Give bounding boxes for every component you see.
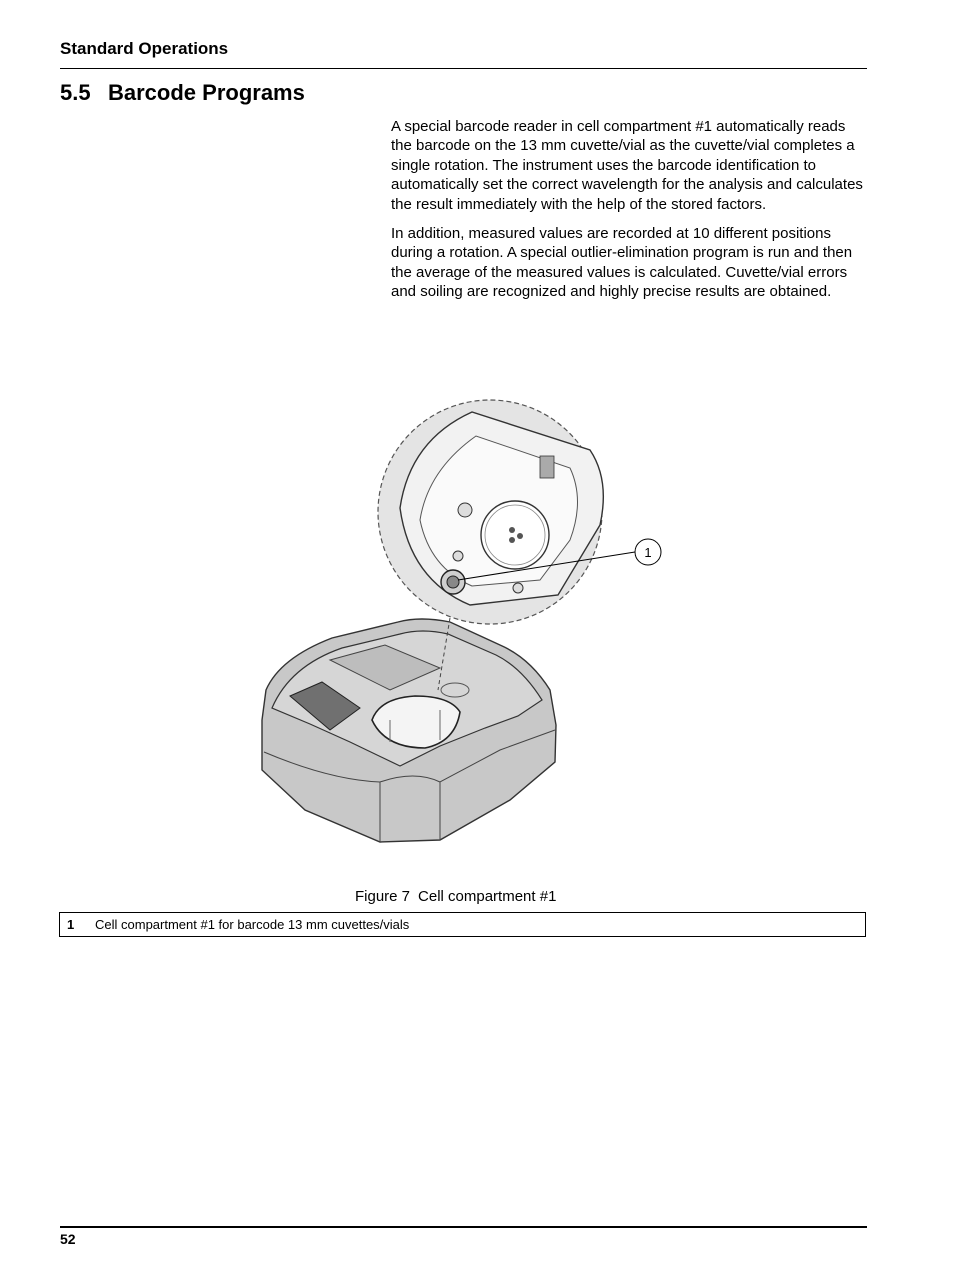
figure-legend-table <box>59 912 866 937</box>
fixture-screw <box>453 551 463 561</box>
barcode-reader-block <box>540 456 554 478</box>
section-title <box>60 80 305 106</box>
running-header: Standard Operations <box>60 39 229 58</box>
footer-rule <box>60 1226 867 1228</box>
figure-caption-text: Cell compartment #1 <box>418 888 557 905</box>
cuvette-holder-inner <box>447 576 459 588</box>
rotor-hub-3 <box>509 537 515 543</box>
paragraph-1: A special barcode reader in cell compartment #1 automatically reads the barcode on the 13 mm cuvette/vial as the cuvette/vial completes a single rotation. The instrument uses the barcode identification to automatically set the correct wavelength for the analysis and calculates the result immediately with the help of the stored factors. <box>391 118 863 213</box>
callout-number: 1 <box>644 545 652 560</box>
body-text <box>391 117 867 312</box>
section-number: 5.5 <box>60 80 91 105</box>
figure-caption-label: Figure 7 <box>355 888 411 905</box>
fixture-post <box>458 503 472 517</box>
header-rule <box>60 68 867 69</box>
legend-item-number: 1 <box>67 917 75 932</box>
rotor-disc <box>481 501 549 569</box>
instrument-illustration <box>250 390 680 860</box>
figure-cell-compartment <box>250 390 680 860</box>
fixture-screw-2 <box>513 583 523 593</box>
page-number: 52 <box>60 1231 76 1247</box>
paragraph-2: In addition, measured values are recorded at 10 different positions during a rotation. A special outlier-elimination program is run and then the average of the measured values is calculated. Cuvette/vial errors and soiling are recognized and highly precise results are obtained. <box>391 225 853 301</box>
rotor-hub-2 <box>517 533 523 539</box>
legend-item-text: Cell compartment #1 for barcode 13 mm cuvettes/vials <box>95 917 410 932</box>
section-heading: Barcode Programs <box>108 80 305 105</box>
figure-caption <box>355 888 556 905</box>
rotor-hub-1 <box>509 527 515 533</box>
